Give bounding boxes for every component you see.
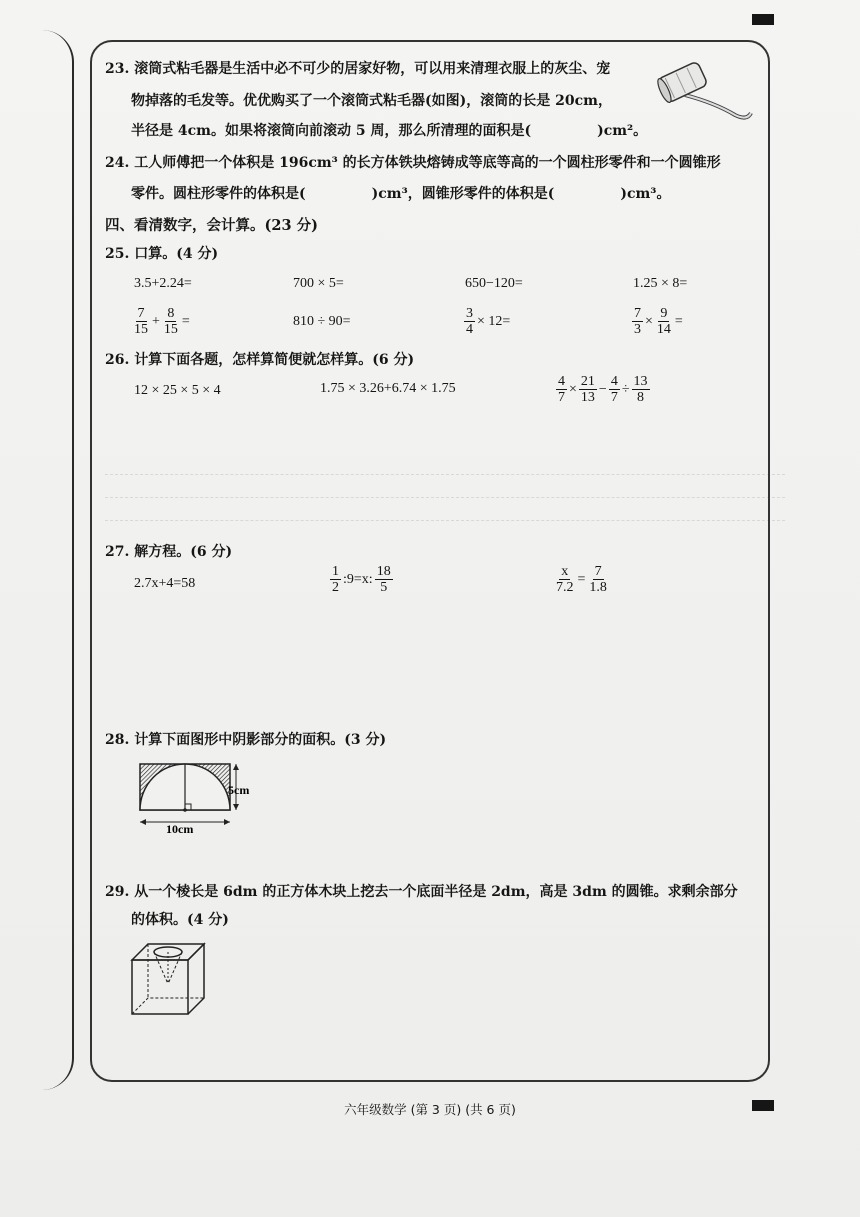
q24-text-c: )cm³。 (620, 186, 671, 202)
q26-expr-3: $\frac{4}{7}$ × $\frac{21}{13}$ − $\frac{4}{7}$ ÷ $\frac{13}{8}$ (558, 374, 648, 405)
corner-mark-top (752, 14, 774, 25)
fraction: $\frac{x}{7.2}$ (556, 564, 574, 595)
q28-title: 28. 计算下面图形中阴影部分的面积。(3 分) (105, 732, 387, 748)
page-footer: 六年级数学 (第 3 页) (共 6 页) (344, 1102, 516, 1117)
q27-title: 27. 解方程。(6 分) (105, 544, 233, 560)
q29-line-2: 的体积。(4 分) (131, 912, 229, 928)
q25-item-5: $\frac{7}{15}$ + $\frac{8}{15}$ = (134, 306, 190, 337)
q23-line-1: 23. 滚筒式粘毛器是生活中必不可少的居家好物，可以用来清理衣服上的灰尘、宠 (105, 61, 611, 77)
q25-title: 25. 口算。(4 分) (105, 246, 219, 262)
fraction: $\frac{18}{5}$ (376, 564, 391, 595)
q27-equation-3: $\frac{x}{7.2}$ = $\frac{7}{1.8}$ (556, 564, 607, 595)
q25-item-8: $\frac{7}{3}$ × $\frac{9}{14}$ = (634, 306, 683, 337)
q23-text-b: )cm²。 (597, 123, 648, 139)
q26-expr-2: 1.75 × 3.26+6.74 × 1.75 (320, 381, 456, 396)
q23-line-3 (131, 122, 647, 140)
fraction: $\frac{1}{2}$ (332, 564, 339, 595)
height-label: 5cm (228, 783, 250, 797)
shaded-area-figure (128, 760, 260, 836)
q25-item-4: 1.25 × 8= (633, 276, 688, 291)
q24-text-b: )cm³，圆锥形零件的体积是( (371, 186, 555, 202)
q27-equation-2: $\frac{1}{2}$ :9=x: $\frac{18}{5}$ (332, 564, 391, 595)
q26-title: 26. 计算下面各题，怎样算简便就怎样算。(6 分) (105, 352, 415, 368)
q23-text-a: 半径是 4cm。如果将滚筒向前滚动 5 周，那么所清理的面积是( (131, 123, 532, 139)
fraction: $\frac{7}{1.8}$ (589, 564, 607, 595)
q27-equation-1: 2.7x+4=58 (134, 576, 196, 591)
lint-roller-illustration (655, 55, 755, 127)
q25-item-7: $\frac{3}{4}$ × 12= (466, 306, 511, 337)
cube-with-cone-figure (128, 938, 208, 1018)
section-4-title: 四、看清数字，会计算。(23 分) (105, 217, 318, 234)
fraction: $\frac{7}{3}$ (634, 306, 641, 337)
q25-item-1: 3.5+2.24= (134, 276, 192, 291)
q24-line-2 (131, 185, 670, 203)
fraction: $\frac{21}{13}$ (580, 374, 595, 405)
fraction: $\frac{4}{7}$ (610, 374, 618, 405)
q23-line-2: 物掉落的毛发等。优优购买了一个滚筒式粘毛器(如图)，滚筒的长是 20cm， (131, 93, 612, 109)
fraction: $\frac{7}{15}$ (134, 306, 148, 337)
width-label: 10cm (166, 822, 194, 836)
q25-item-2: 700 × 5= (293, 276, 344, 291)
fraction: $\frac{8}{15}$ (163, 306, 178, 337)
q26-expr-1: 12 × 25 × 5 × 4 (134, 383, 221, 398)
q24-text-a: 零件。圆柱形零件的体积是( (131, 186, 306, 202)
binding-margin-line (42, 30, 74, 1090)
q25-item-6: 810 ÷ 90= (293, 314, 351, 329)
fraction: $\frac{13}{8}$ (633, 374, 648, 405)
fraction: $\frac{4}{7}$ (558, 374, 565, 405)
q25-item-3: 650−120= (465, 276, 523, 291)
q24-line-1: 24. 工人师傅把一个体积是 196cm³ 的长方体铁块熔铸成等底等高的一个圆柱形零件和一个圆锥形 (105, 155, 721, 171)
fraction: $\frac{3}{4}$ (466, 306, 473, 337)
fraction: $\frac{9}{14}$ (656, 306, 671, 337)
q29-line-1: 29. 从一个棱长是 6dm 的正方体木块上挖去一个底面半径是 2dm，高是 3dm 的圆锥。求剩余部分 (105, 884, 738, 900)
